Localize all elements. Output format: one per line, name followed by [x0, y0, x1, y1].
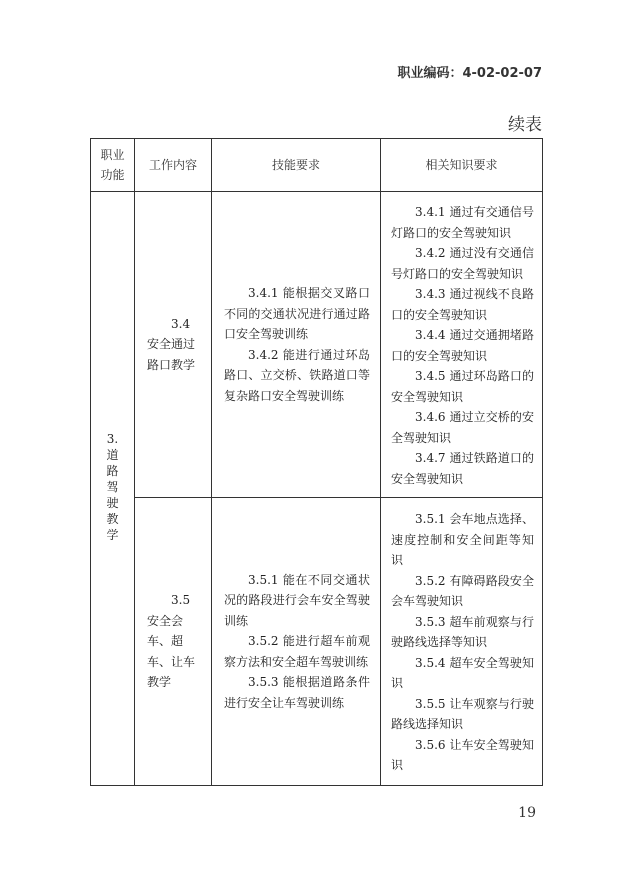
work-text: 3.4 安全通过路口教学 [147, 316, 196, 372]
skill-cell [212, 498, 381, 786]
skill-item: 3.5.2 能进行超车前观察方法和安全超车驾驶训练 [224, 634, 370, 669]
knowledge-item: 3.4.1 通过有交通信号灯路口的安全驾驶知识 [391, 205, 534, 240]
occupation-code: 职业编码：4-02-02-07 [397, 66, 542, 81]
knowledge-item: 3.4.2 通过没有交通信号灯路口的安全驾驶知识 [391, 246, 534, 281]
table-row [91, 192, 543, 498]
continued-label: 续表 [508, 115, 542, 135]
knowledge-item: 3.4.6 通过立交桥的安全驾驶知识 [391, 410, 534, 445]
knowledge-cell [381, 498, 543, 786]
knowledge-item: 3.4.4 通过交通拥堵路口的安全驾驶知识 [391, 328, 534, 363]
work-cell [135, 498, 212, 786]
table-row [91, 498, 543, 786]
knowledge-item: 3.5.1 会车地点选择、速度控制和安全间距等知识 [391, 512, 534, 568]
skill-cell [212, 192, 381, 498]
skill-item: 3.5.3 能根据道路条件进行安全让车驾驶训练 [224, 675, 370, 710]
header-work: 工作内容 [135, 139, 212, 192]
function-label: 3. 道路驾驶教学 [106, 432, 119, 543]
work-text: 3.5 安全会车、超车、让车教学 [147, 593, 196, 690]
knowledge-item: 3.5.3 超车前观察与行驶路线选择等知识 [391, 614, 534, 650]
page-number: 19 [518, 805, 536, 821]
knowledge-item: 3.4.5 通过环岛路口的安全驾驶知识 [391, 369, 534, 404]
header-knowledge: 相关知识要求 [381, 139, 543, 192]
knowledge-item: 3.5.6 让车安全驾驶知识 [391, 737, 534, 773]
skill-item: 3.4.2 能进行通过环岛路口、立交桥、铁路道口等复杂路口安全驾驶训练 [224, 347, 370, 403]
knowledge-item: 3.5.5 让车观察与行驶路线选择知识 [391, 696, 534, 732]
knowledge-item: 3.5.4 超车安全驾驶知识 [391, 655, 534, 691]
header-func: 职业 功能 [91, 139, 135, 192]
table-header-row [91, 139, 543, 192]
work-cell [135, 192, 212, 498]
knowledge-item: 3.4.7 通过铁路道口的安全驾驶知识 [391, 451, 534, 486]
header-skill: 技能要求 [212, 139, 381, 192]
function-cell [91, 192, 135, 786]
knowledge-item: 3.4.3 通过视线不良路口的安全驾驶知识 [391, 287, 534, 322]
knowledge-cell [381, 192, 543, 498]
knowledge-item: 3.5.2 有障碍路段安全会车驾驶知识 [391, 573, 534, 609]
skill-item: 3.5.1 能在不同交通状况的路段进行会车安全驾驶训练 [224, 572, 370, 628]
skill-table [90, 138, 543, 786]
skill-item: 3.4.1 能根据交叉路口不同的交通状况进行通过路口安全驾驶训练 [224, 286, 370, 341]
